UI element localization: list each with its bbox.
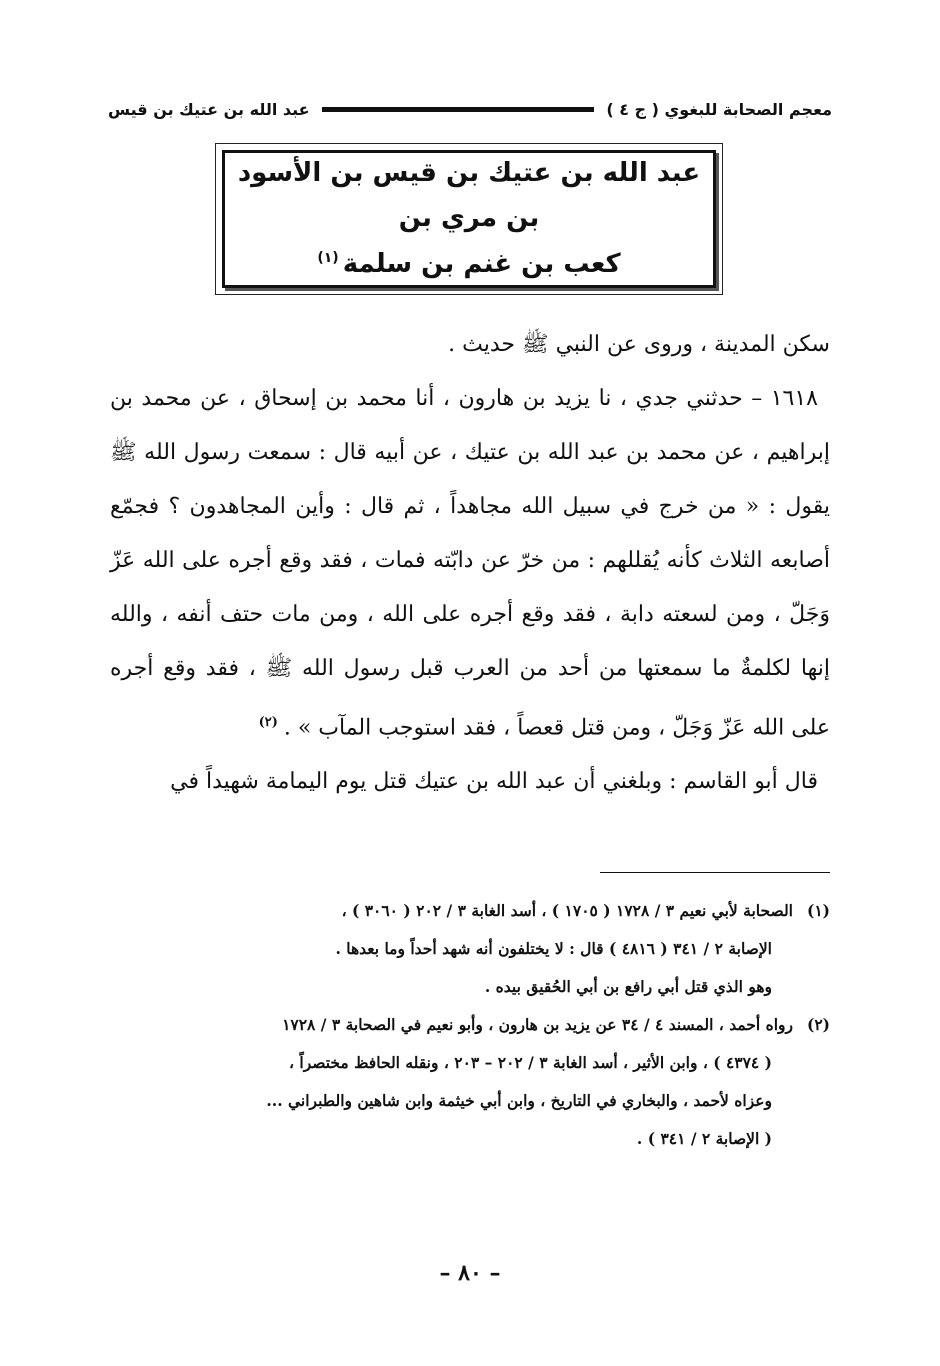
page-number: – ٨٠ –	[439, 1260, 501, 1286]
entry-title-frame	[215, 143, 723, 295]
book-title: معجم الصحابة للبغوي ( ج ٤ )	[606, 99, 832, 119]
footnote-1-line-2: الإصابة ٢ / ٣٤١ ( ٤٨١٦ ) قال : لا يختلفون أنه شهد أحداً وما بعدها .	[335, 939, 772, 958]
footnote-2-line-2: ( ٤٣٧٤ ) ، وابن الأثير ، أسد الغابة ٣ / ٢٠٢ – ٢٠٣ ، ونقله الحافظ مختصراً ،	[289, 1053, 772, 1072]
running-header	[108, 94, 832, 124]
footnote-2-line-1	[110, 1006, 830, 1044]
footnote-1-text: الصحابة لأبي نعيم ٣ / ١٧٢٨ ( ١٧٠٥ ) ، أسد الغابة ٣ / ٢٠٢ ( ٣٠٦٠ ) ،	[341, 901, 793, 920]
entry-title-line-2	[317, 242, 620, 288]
main-text	[110, 318, 830, 809]
header-rule	[322, 107, 595, 112]
entry-title-line-2-text: كعب بن غنم بن سلمة	[342, 248, 621, 279]
footnote-1-line-1	[110, 892, 830, 930]
footnote-2-number: (٢)	[806, 1015, 830, 1034]
closing-paragraph: قال أبو القاسم : وبلغني أن عبد الله بن عتيك قتل يوم اليمامة شهيداً في	[170, 769, 818, 795]
entry-name: عبد الله بن عتيك بن قيس	[108, 99, 310, 119]
hadith-footnote-ref: (٢)	[258, 715, 278, 730]
footnote-divider	[600, 872, 830, 873]
footnotes	[110, 892, 830, 1158]
footnote-2-line-4: ( الإصابة ٢ / ٣٤١ ) .	[636, 1129, 772, 1148]
hadith-paragraph	[110, 372, 830, 755]
hadith-text: ١٦١٨ – حدثني جدي ، نا يزيد بن هارون ، أنا محمد بن إسحاق ، عن محمد بن إبراهيم ، عن محمد بن عبد الله بن عتيك ، عن أبيه قال : سمعت رسول الله ﷺ يقول : « من خرج في سبيل الله مجاهداً ، ثم قال : وأين المجاهدون ؟ فجمّع أصابعه الثلاث كأنه يُقللهم : من خرّ عن دابّته فمات ، فقد وقع أجره على الله عَزّ وَجَلّ ، ومن لسعته دابة ، فقد وقع أجره على الله ، ومن مات حتف أنفه ، والله إنها لكلمةٌ ما سمعتها من أحد من العرب قبل رسول الله ﷺ ، فقد وقع أجره على الله عَزّ وَجَلّ ، ومن قتل قعصاً ، فقد استوجب المآب » .	[110, 386, 830, 741]
title-footnote-ref: (١)	[317, 250, 339, 267]
footnote-2-text: رواه أحمد ، المسند ٤ / ٣٤ عن يزيد بن هارون ، وأبو نعيم في الصحابة ٣ / ١٧٢٨	[282, 1015, 793, 1034]
entry-title-line-1: عبد الله بن عتيك بن قيس بن الأسود بن مري بن	[237, 157, 701, 234]
entry-title-box	[222, 150, 716, 288]
footnote-2-line-3: وعزاه لأحمد ، والبخاري في التاريخ ، وابن أبي خيثمة وابن شاهين والطبراني ...	[266, 1091, 772, 1110]
intro-paragraph: سكن المدينة ، وروى عن النبي ﷺ حديث .	[448, 332, 830, 357]
footnote-1-line-3: وهو الذي قتل أبي رافع بن أبي الحُقيق بيده .	[484, 977, 772, 996]
footnote-1-number: (١)	[806, 901, 830, 920]
